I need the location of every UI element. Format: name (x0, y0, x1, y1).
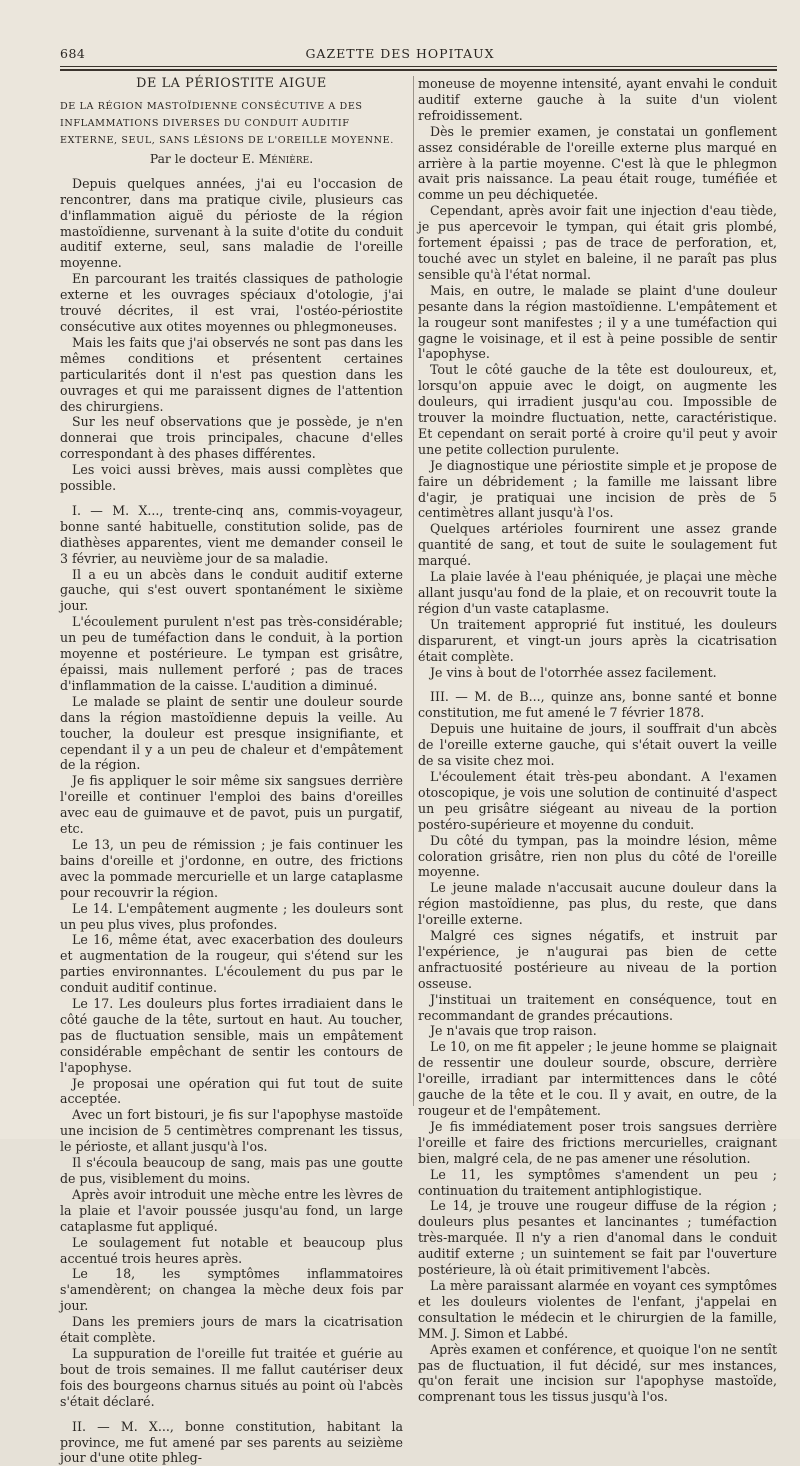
right-column (418, 76, 777, 1405)
left-column (60, 76, 403, 1466)
paragraph: Après avoir introduit une mèche entre les lèvres de la plaie et l'avoir poussée jusqu'au fond, un large cataplasme fut appliqué. (60, 1186, 403, 1234)
paragraph: Je proposai une opération qui fut tout de suite acceptée. (60, 1075, 403, 1107)
article-subtitle: DE LA RÉGION MASTOÏDIENNE CONSÉCUTIVE A DES INFLAMMATIONS DIVERSES DU CONDUIT AUDITIF EXTERNE, SEUL, SANS LÉSIONS DE L'OREILLE MOYENNE. (60, 100, 394, 146)
paragraph: Le 18, les symptômes inflammatoires s'amendèrent; on changea la mèche deux fois par jour. (60, 1266, 403, 1314)
paragraph: Le 16, même état, avec exacerbation des douleurs et augmentation de la rougeur, qui s'étend sur les parties environnantes. L'écoulement du pus par le conduit auditif continue. (60, 932, 403, 996)
paragraph: Dans les premiers jours de mars la cicatrisation était complète. (60, 1314, 403, 1346)
paragraph: Je vins à bout de l'otorrhée assez facilement. (430, 664, 717, 680)
paragraph: Un traitement approprié fut institué, les douleurs disparurent, et vingt-un jours après la cicatrisation était complète. (418, 616, 777, 664)
paragraph: Le 10, on me fit appeler ; le jeune homme se plaignait de ressentir une douleur sourde, obscure, derrière l'oreille, irradiant par intermittences dans le côté gauche de la tête et le cou. Il y avait, en outre, de la rougeur et de l'empâtement. (418, 1039, 777, 1118)
paragraph-continued: moneuse de moyenne intensité, ayant envahi le conduit auditif externe gauche à la suite d'un violent refroidissement. (418, 76, 777, 123)
article-title: DE LA PÉRIOSTITE AIGUE (136, 76, 327, 91)
case-heading-paragraph: I. — M. X..., trente-cinq ans, commis-voyageur, bonne santé habituelle, constitution solide, pas de diathèses apparentes, vient me demander conseil le 3 février, au neuvième jour de sa maladie. (60, 502, 403, 566)
paragraph: Il a eu un abcès dans le conduit auditif externe gauche, qui s'est ouvert spontanément le sixième jour. (60, 566, 403, 614)
paragraph: Quelques artérioles fournirent une assez grande quantité de sang, et tout de suite le soulagement fut marqué. (418, 521, 777, 569)
paragraph: Cependant, après avoir fait une injection d'eau tiède, je pus apercevoir le tympan, qui était gris plombé, fortement épaissi ; pas de trace de perforation, et, touché avec un stylet en baleine, il ne paraît pas plus sensible qu'à l'état normal. (418, 203, 777, 282)
paragraph: Avec un fort bistouri, je fis sur l'apophyse mastoïde une incision de 5 centimètres comprenant les tissus, le périoste, et allant jusqu'à l'os. (60, 1107, 403, 1155)
paragraph: Mais, en outre, le malade se plaint d'une douleur pesante dans la région mastoïdienne. L'empâtement et la rougeur sont manifestes ; il y a une tuméfaction qui gagne le voisinage, et il est à peine possible de sentir l'apophyse. (418, 282, 777, 362)
paragraph: Le jeune malade n'accusait aucune douleur dans la région mastoïdienne, pas plus, du reste, que dans l'oreille externe. (418, 880, 777, 928)
paragraph: Le 17. Les douleurs plus fortes irradiaient dans le côté gauche de la tête, surtout en haut. Au toucher, pas de fluctuation sensible, mais un empâtement considérable empêchant de sentir les contours de l'apophyse. (60, 996, 403, 1075)
header-rule (60, 66, 777, 67)
paragraph: Je fis immédiatement poser trois sangsues derrière l'oreille et faire des frictions mercurielles, craignant bien, malgré cela, de ne pas amener une résolution. (418, 1118, 777, 1166)
paragraph: Du côté du tympan, pas la moindre lésion, même coloration grisâtre, rien non plus du côté de l'oreille moyenne. (418, 832, 777, 880)
case-heading-paragraph: III. — M. de B..., quinze ans, bonne santé et bonne constitution, me fut amené le 7 février 1878. (418, 689, 777, 721)
case-heading-paragraph: II. — M. X..., bonne constitution, habitant la province, me fut amené par ses parents au seizième jour d'une otite phleg- (60, 1418, 403, 1466)
byline (60, 152, 403, 168)
paragraph: Tout le côté gauche de la tête est douloureux, et, lorsqu'on appuie avec le doigt, on augmente les douleurs, qui irradient jusqu'au cou. Impossible de trouver la moindre fluctuation, nette, caractéristique. Et cependant on serait porté à croire qu'il peut y avoir une petite collection purulente. (418, 362, 777, 457)
paragraph: Depuis une huitaine de jours, il souffrait d'un abcès de l'oreille externe gauche, qui s'était ouvert la veille de sa visite chez moi. (418, 721, 777, 769)
paragraph: La mère paraissant alarmée en voyant ces symptômes et les douleurs violentes de l'enfant, j'appelai en consultation le médecin et le chirurgien de la famille, MM. J. Simon et Labbé. (418, 1277, 777, 1341)
paragraph: La suppuration de l'oreille fut traitée et guérie au bout de trois semaines. Il me fallut cautériser deux fois des bourgeons charnus situés au point où l'abcès s'était déclaré. (60, 1345, 403, 1409)
paragraph: Sur les neuf observations que je possède, je n'en donnerai que trois principales, chacune d'elles correspondant à des phases différentes. (60, 414, 403, 462)
paragraph: J'instituai un traitement en conséquence, tout en recommandant de grandes précautions. (418, 991, 777, 1023)
paragraph: Il s'écoula beaucoup de sang, mais pas une goutte de pus, visiblement du moins. (60, 1155, 403, 1186)
running-title: GAZETTE DES HOPITAUX (305, 46, 495, 61)
paragraph: Le 11, les symptômes s'amendent un peu ; continuation du traitement antiphlogistique. (418, 1166, 777, 1198)
paragraph: Depuis quelques années, j'ai eu l'occasion de rencontrer, dans ma pratique civile, plusieurs cas d'inflammation aiguë du périoste de la région mastoïdienne, survenant à la suite d'otite du conduit auditif externe, seul, sans maladie de l'oreille moyenne. (60, 175, 403, 271)
column-divider (413, 76, 414, 1106)
paragraph: Dès le premier examen, je constatai un gonflement assez considérable de l'oreille externe plus marqué en arrière à la partie moyenne. C'est là que le phlegmon avait pris naissance. La peau était rouge, tuméfiée et comme un peu déchiquetée. (418, 123, 777, 203)
paragraph: Je n'avais que trop raison. (430, 1023, 597, 1039)
paragraph: Le 14. L'empâtement augmente ; les douleurs sont un peu plus vives, plus profondes. (60, 900, 403, 932)
paragraph: En parcourant les traités classiques de pathologie externe et les ouvrages spéciaux d'otologie, j'ai trouvé décrites, il est vrai, l'ostéo-périostite consécutive aux otites moyennes ou phlegmoneuses. (60, 271, 403, 334)
paragraph: La plaie lavée à l'eau phéniquée, je plaçai une mèche allant jusqu'au fond de la plaie, et on recouvrit toute la région d'un vaste cataplasme. (418, 569, 777, 616)
paragraph: Le 14, je trouve une rougeur diffuse de la région ; douleurs plus pesantes et lancinantes ; tuméfaction très-marquée. Il n'y a rien d'anomal dans le conduit auditif externe ; un suintement se fait par l'ouverture postérieure, là où était primitivement l'abcès. (418, 1198, 777, 1278)
paragraph: Je fis appliquer le soir même six sangsues derrière l'oreille et continuer l'emploi des bains d'oreilles avec eau de guimauve et de pavot, puis un purgatif, etc. (60, 773, 403, 837)
page-number: 684 (60, 46, 86, 61)
header-rule-thick (60, 69, 777, 71)
paragraph: Le 13, un peu de rémission ; je fais continuer les bains d'oreille et j'ordonne, en outre, des frictions avec la pommade mercurielle et un large cataplasme pour recouvrir la région. (60, 836, 403, 900)
paragraph: Les voici aussi brèves, mais aussi complètes que possible. (60, 462, 403, 494)
paragraph: L'écoulement purulent n'est pas très-considérable; un peu de tuméfaction dans le conduit, à la portion moyenne et postérieure. Le tympan est grisâtre, épaissi, mais nullement perforé ; pas de traces d'inflammation de la caisse. L'audition a diminué. (60, 614, 403, 693)
paragraph: Malgré ces signes négatifs, et instruit par l'expérience, je n'augurai pas bien de cette anfractuosité postérieure au niveau de la portion osseuse. (418, 928, 777, 991)
paragraph: Je diagnostique une périostite simple et je propose de faire un débridement ; la famille me laissant libre d'agir, je pratiquai une incision de près de 5 centimètres allant jusqu'à l'os. (418, 457, 777, 521)
byline-author: Ménière. (258, 151, 314, 166)
paragraph: Le malade se plaint de sentir une douleur sourde dans la région mastoïdienne depuis la veille. Au toucher, la douleur est presque insignifiante, et cependant il y a un peu de chaleur et d'empâtement de la région. (60, 693, 403, 773)
paragraph: Après examen et conférence, et quoique l'on ne sentît pas de fluctuation, il fut décidé, sur mes instances, qu'on ferait une incision sur l'apophyse mastoïde, comprenant tous les tissus jusqu'à l'os. (418, 1341, 777, 1405)
paragraph: Mais les faits que j'ai observés ne sont pas dans les mêmes conditions et présentent certaines particularités dont il n'est pas question dans les ouvrages et qui me paraissent dignes de l'attention des chirurgiens. (60, 334, 403, 414)
paragraph: Le soulagement fut notable et beaucoup plus accentué trois heures après. (60, 1234, 403, 1266)
paragraph: L'écoulement était très-peu abondant. A l'examen otoscopique, je vois une solution de continuité d'aspect un peu grisâtre siégeant au niveau de la portion postéro-supérieure et moyenne du conduit. (418, 768, 777, 832)
byline-prefix: Par le docteur E. (149, 151, 259, 166)
